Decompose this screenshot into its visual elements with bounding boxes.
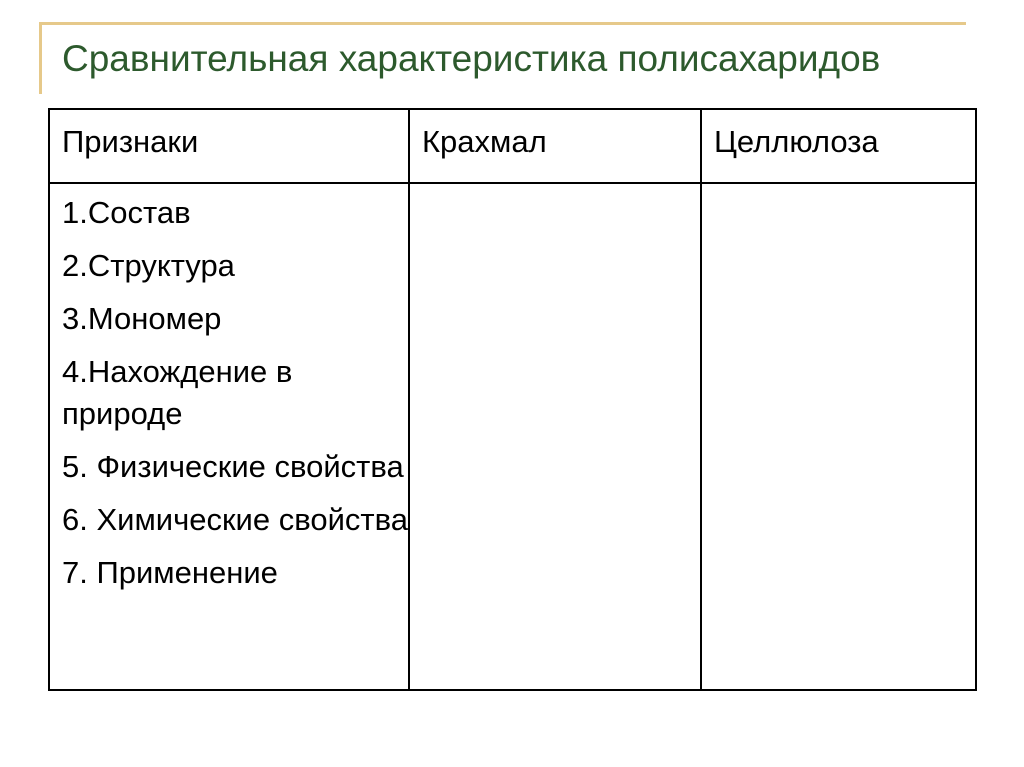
- header-cellulose: [701, 109, 976, 183]
- header-starch-label: Крахмал: [422, 124, 547, 159]
- table-row: [49, 183, 976, 690]
- list-item: 4.Нахождение в природе: [62, 354, 293, 431]
- slide-accent-line-left: [39, 22, 42, 94]
- features-list: [50, 184, 408, 594]
- features-cell: [49, 183, 409, 690]
- header-starch: [409, 109, 701, 183]
- header-features-label: Признаки: [62, 124, 199, 159]
- header-cellulose-label: Целлюлоза: [714, 124, 879, 159]
- starch-cell: [409, 183, 701, 690]
- slide-accent-line-top: [40, 22, 966, 25]
- list-item: 7. Применение: [62, 555, 278, 590]
- list-item: 5. Физические свойства: [62, 449, 404, 484]
- list-item: 2.Структура: [62, 248, 235, 283]
- table-header-row: [49, 109, 976, 183]
- list-item: 1.Состав: [62, 195, 191, 230]
- cellulose-cell: [701, 183, 976, 690]
- list-item: 3.Мономер: [62, 301, 222, 336]
- header-features: [49, 109, 409, 183]
- comparison-table: [48, 108, 977, 691]
- list-item: 6. Химические свойства: [62, 502, 408, 537]
- slide-title: Сравнительная характеристика полисахаридов: [62, 38, 881, 79]
